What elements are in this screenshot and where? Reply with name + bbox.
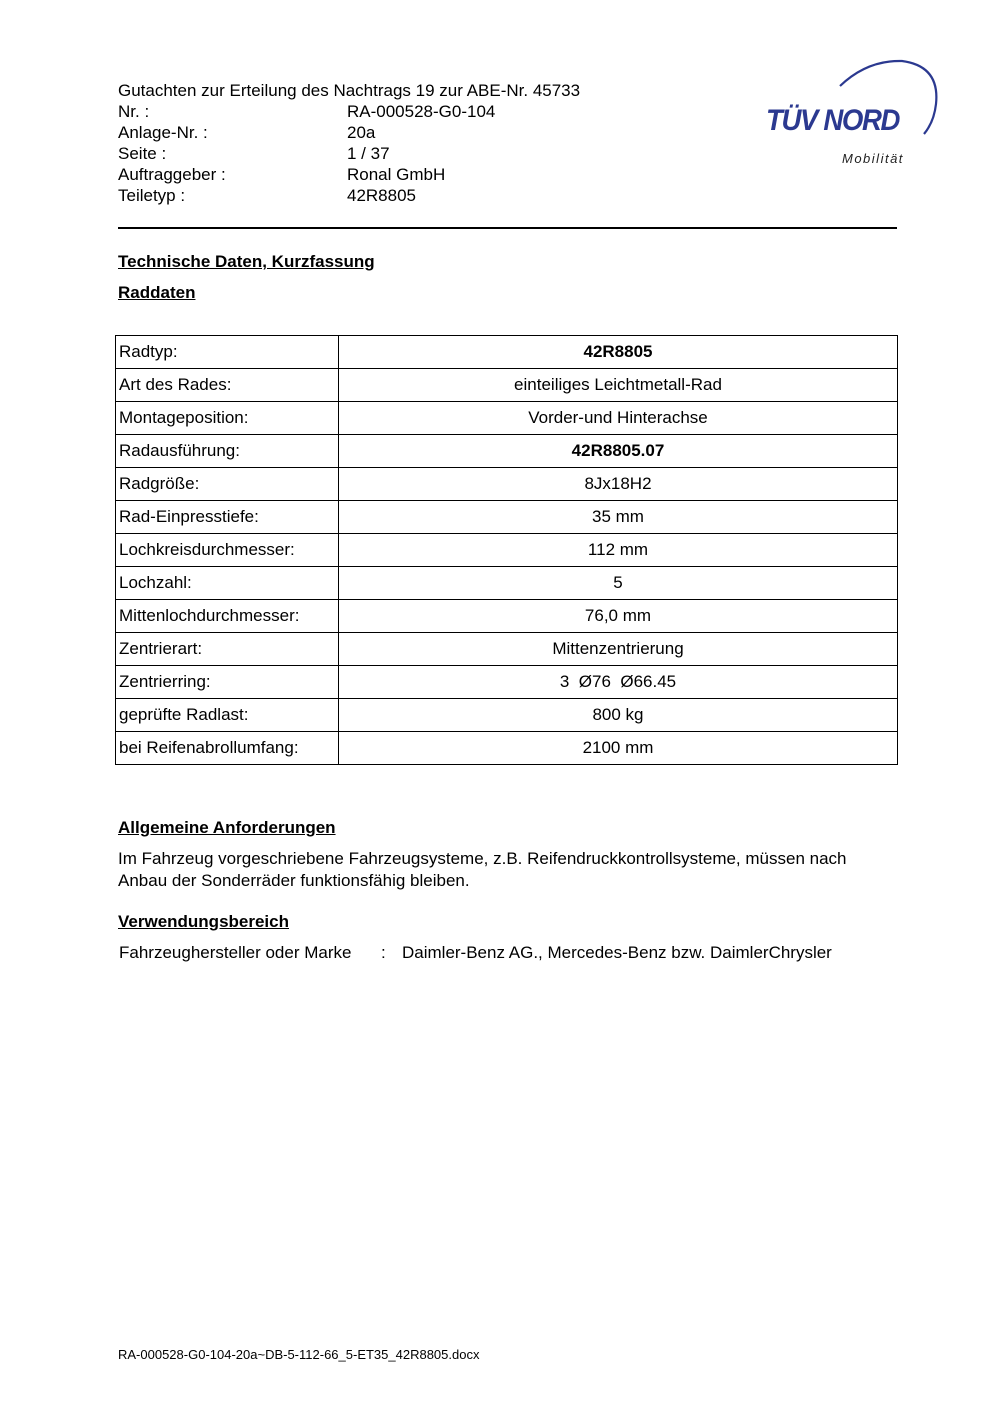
header-label: Seite : <box>118 144 167 163</box>
header-value: Ronal GmbH <box>347 165 446 184</box>
wheel-data-table <box>115 335 898 765</box>
row-value: einteiliges Leichtmetall-Rad <box>339 369 898 402</box>
row-label: Montageposition: <box>116 402 339 435</box>
row-value: 42R8805 <box>339 336 898 369</box>
table-row <box>116 534 898 567</box>
row-value: 35 mm <box>339 501 898 534</box>
table-row <box>116 501 898 534</box>
table-row <box>116 732 898 765</box>
table-row <box>116 435 898 468</box>
header-divider <box>118 227 897 229</box>
table-row <box>116 699 898 732</box>
row-label: Lochkreisdurchmesser: <box>116 534 339 567</box>
row-label: Radtyp: <box>116 336 339 369</box>
allgemein-title: Allgemeine Anforderungen <box>118 818 336 837</box>
section-title: Technische Daten, Kurzfassung <box>118 252 375 271</box>
verwendung-title: Verwendungsbereich <box>118 912 289 931</box>
table-row <box>116 633 898 666</box>
table-row <box>116 567 898 600</box>
header-value: 20a <box>347 123 376 142</box>
logo-subtitle: Mobilität <box>842 151 904 166</box>
verwendung-value: Daimler-Benz AG., Mercedes-Benz bzw. DaimlerChrysler <box>402 943 832 962</box>
table-row <box>116 600 898 633</box>
row-label: bei Reifenabrollumfang: <box>116 732 339 765</box>
header-label: Nr. : <box>118 102 150 121</box>
header-row-auftraggeber <box>118 164 580 185</box>
header-row-nr <box>118 101 580 122</box>
header-row-anlage <box>118 122 580 143</box>
row-value: 8Jx18H2 <box>339 468 898 501</box>
row-label: Rad-Einpresstiefe: <box>116 501 339 534</box>
report-title: Gutachten zur Erteilung des Nachtrags 19 zur ABE-Nr. 45733 <box>118 81 581 100</box>
header-value: 42R8805 <box>347 186 417 205</box>
header-value: 1 / 37 <box>347 144 390 163</box>
header-row-seite <box>118 143 580 164</box>
verwendung-row <box>119 943 832 963</box>
row-label: Zentrierart: <box>116 633 339 666</box>
tuev-nord-logo <box>762 56 942 171</box>
row-label: Lochzahl: <box>116 567 339 600</box>
table-row <box>116 369 898 402</box>
row-value: Vorder-und Hinterachse <box>339 402 898 435</box>
row-label: Mittenlochdurchmesser: <box>116 600 339 633</box>
row-label: Art des Rades: <box>116 369 339 402</box>
row-value: 42R8805.07 <box>339 435 898 468</box>
footer-filename: RA-000528-G0-104-20a~DB-5-112-66_5-ET35_42R8805.docx <box>118 1347 480 1362</box>
table-row <box>116 666 898 699</box>
header-label: Teiletyp : <box>118 186 186 205</box>
header-row-teiletyp <box>118 185 580 206</box>
row-label: geprüfte Radlast: <box>116 699 339 732</box>
header-label: Anlage-Nr. : <box>118 123 208 142</box>
table-row <box>116 402 898 435</box>
row-value: 76,0 mm <box>339 600 898 633</box>
document-header <box>118 80 580 206</box>
logo-brand: TÜV NORD <box>766 104 900 137</box>
row-value: 2100 mm <box>339 732 898 765</box>
row-label: Radgröße: <box>116 468 339 501</box>
row-label: Radausführung: <box>116 435 339 468</box>
raddaten-title: Raddaten <box>118 283 196 302</box>
verwendung-separator: : <box>381 943 386 962</box>
header-value: RA-000528-G0-104 <box>347 102 496 121</box>
allgemein-text: Im Fahrzeug vorgeschriebene Fahrzeugsysteme, z.B. Reifendruckkontrollsysteme, müssen nach Anbau der Sonderräder funktionsfähig bleiben. <box>118 849 847 890</box>
verwendung-label: Fahrzeughersteller oder Marke <box>119 943 352 962</box>
row-value: 112 mm <box>339 534 898 567</box>
row-label: Zentrierring: <box>116 666 339 699</box>
row-value: Mittenzentrierung <box>339 633 898 666</box>
row-value: 800 kg <box>339 699 898 732</box>
table-row <box>116 468 898 501</box>
row-value: 5 <box>339 567 898 600</box>
row-value: 3 Ø76 Ø66.45 <box>339 666 898 699</box>
header-label: Auftraggeber : <box>118 165 226 184</box>
table-row <box>116 336 898 369</box>
